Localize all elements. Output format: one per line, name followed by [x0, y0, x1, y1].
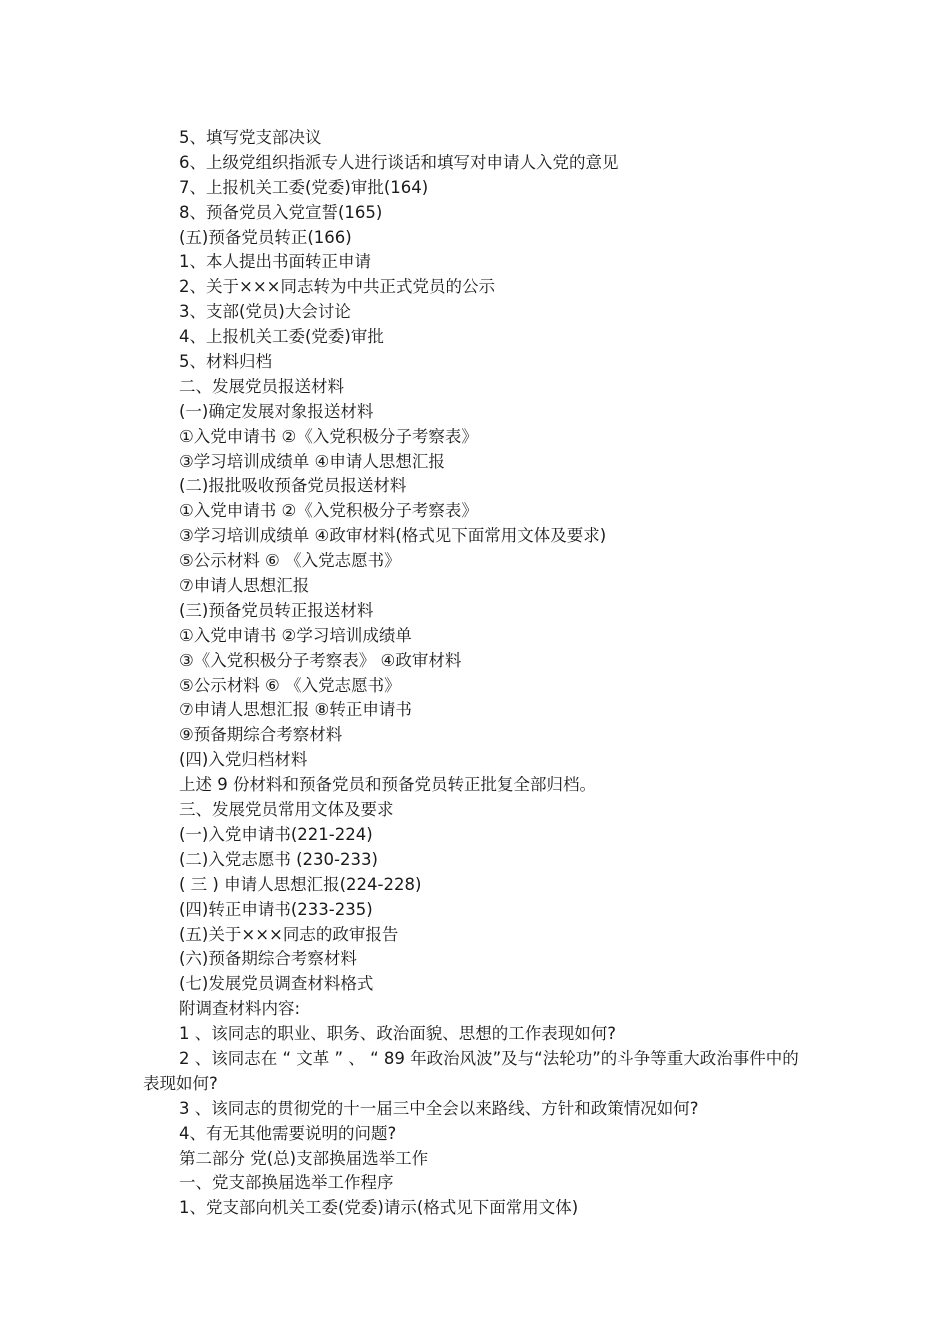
subsection-heading: (四)入党归档材料: [179, 750, 308, 770]
text-line: 7、上报机关工委(党委)审批(164): [179, 177, 429, 197]
text-line: 上述 9 份材料和预备党员和预备党员转正批复全部归档。: [179, 775, 596, 795]
document-body: [143, 126, 807, 1221]
text-line: ①入党申请书 ②学习培训成绩单: [179, 625, 412, 645]
section-heading: 三、发展党员常用文体及要求: [179, 800, 394, 820]
section-heading: 一、党支部换届选举工作程序: [179, 1173, 394, 1193]
text-line: (一)入党申请书(221-224): [179, 824, 373, 844]
part-heading: 第二部分 党(总)支部换届选举工作: [179, 1148, 429, 1168]
text-line: ⑤公示材料 ⑥ 《入党志愿书》: [179, 675, 401, 695]
subsection-heading: (三)预备党员转正报送材料: [179, 600, 374, 620]
text-line: 1、本人提出书面转正申请: [179, 252, 371, 272]
subsection-heading: (二)报批吸收预备党员报送材料: [179, 476, 407, 496]
text-line: (五)预备党员转正(166): [179, 227, 352, 247]
text-line: 2、关于×××同志转为中共正式党员的公示: [179, 277, 495, 297]
text-line: ⑦申请人思想汇报: [179, 576, 310, 596]
text-line: 5、材料归档: [179, 352, 272, 372]
wrapped-paragraph: 2 、该同志在 “ 文革 ” 、 “ 89 年政治风波”及与“法轮功”的斗争等重大政治事件中的表现如何?: [143, 1048, 799, 1093]
text-line: (五)关于×××同志的政审报告: [179, 924, 399, 944]
text-line: 3、支部(党员)大会讨论: [179, 302, 351, 322]
text-line: 1、党支部向机关工委(党委)请示(格式见下面常用文体): [179, 1198, 579, 1218]
text-line: ①入党申请书 ②《入党积极分子考察表》: [179, 501, 478, 521]
text-line: ⑤公示材料 ⑥ 《入党志愿书》: [179, 551, 401, 571]
text-line: ⑨预备期综合考察材料: [179, 725, 343, 745]
text-line: (二)入党志愿书 (230-233): [179, 849, 378, 869]
text-line: (七)发展党员调查材料格式: [179, 974, 374, 994]
text-line: 3 、该同志的贯彻党的十一届三中全会以来路线、方针和政策情况如何?: [179, 1098, 699, 1118]
text-line: (四)转正申请书(233-235): [179, 899, 373, 919]
text-line: ⑦申请人思想汇报 ⑧转正申请书: [179, 700, 412, 720]
text-line: (六)预备期综合考察材料: [179, 949, 357, 969]
text-line: ③学习培训成绩单 ④申请人思想汇报: [179, 451, 445, 471]
text-line: ③《入党积极分子考察表》 ④政审材料: [179, 650, 462, 670]
text-line: 附调查材料内容:: [179, 999, 301, 1019]
subsection-heading: (一)确定发展对象报送材料: [179, 401, 374, 421]
text-line: 4、上报机关工委(党委)审批: [179, 327, 384, 347]
text-line: 1 、该同志的职业、职务、政治面貌、思想的工作表现如何?: [179, 1024, 617, 1044]
section-heading: 二、发展党员报送材料: [179, 376, 344, 396]
text-line: ①入党申请书 ②《入党积极分子考察表》: [179, 426, 478, 446]
text-line: 5、填写党支部决议: [179, 128, 322, 147]
text-line: 6、上级党组织指派专人进行谈话和填写对申请人入党的意见: [179, 152, 619, 172]
text-line: ( 三 ) 申请人思想汇报(224-228): [179, 874, 422, 894]
text-line: ③学习培训成绩单 ④政审材料(格式见下面常用文体及要求): [179, 526, 607, 546]
text-line: 4、有无其他需要说明的问题?: [179, 1123, 397, 1143]
text-line: 8、预备党员入党宣誓(165): [179, 202, 383, 222]
